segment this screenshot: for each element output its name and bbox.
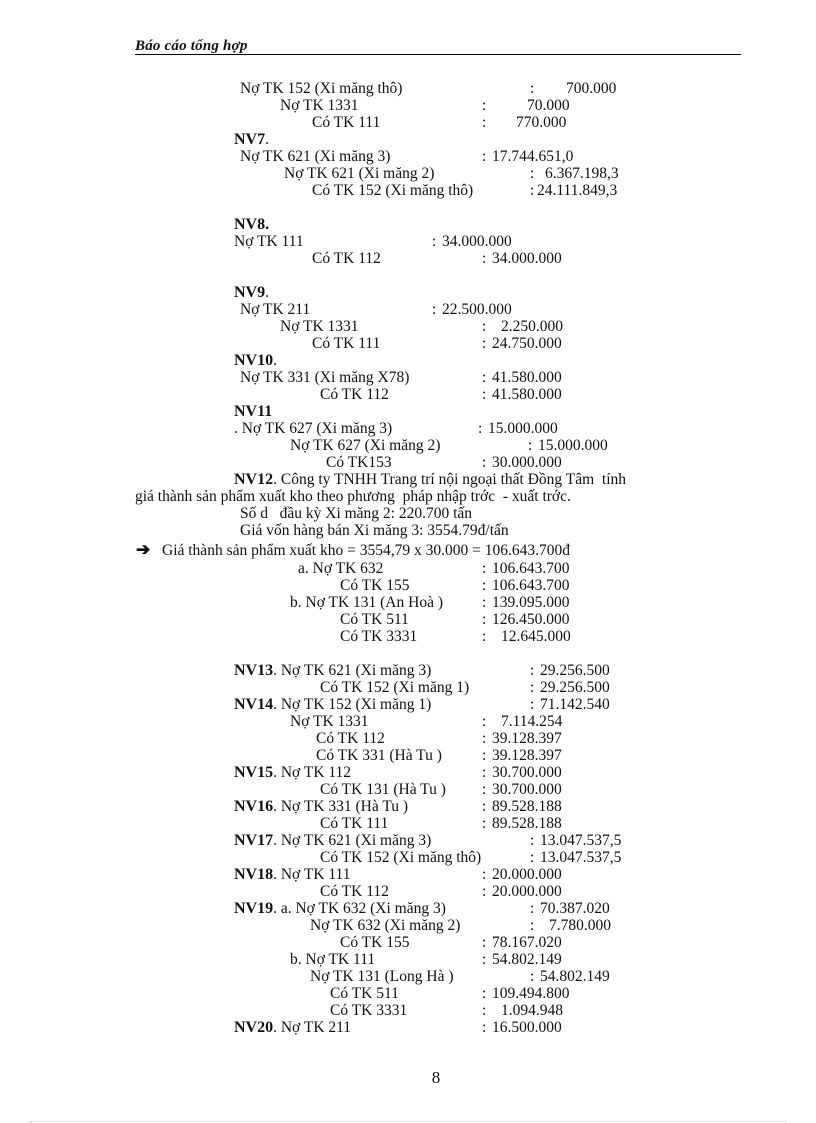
entry-amount: 29.256.500 [540, 679, 610, 696]
entry-line [234, 832, 431, 849]
entry-code: NV11 [234, 403, 273, 420]
entry-line [240, 522, 509, 539]
entry-code: NV20 [234, 1019, 274, 1036]
entry-line [234, 233, 304, 250]
entry-colon: : [482, 148, 487, 165]
entry-code: NV14 [234, 696, 274, 713]
entry-colon: : [530, 80, 535, 97]
entry-account: . Công ty TNHH Trang trí nội ngoại thất Đồng Tâm tính [273, 471, 627, 488]
entry-colon: : [482, 934, 487, 951]
entry-account: Có TK 511 [330, 985, 399, 1002]
entry-account: Nợ TK 111 [234, 233, 304, 250]
entry-amount: 17.744.651,0 [492, 148, 574, 165]
entry-amount: 70.387.020 [540, 900, 610, 917]
entry-line [326, 454, 392, 471]
entry-line [240, 80, 402, 97]
entry-amount: 770.000 [516, 114, 567, 131]
entry-colon: : [482, 730, 487, 747]
entry-account: Có TK 112 [312, 250, 381, 267]
entry-amount: 39.128.397 [492, 747, 562, 764]
entry-amount: 39.128.397 [492, 730, 562, 747]
entry-colon: : [482, 560, 487, 577]
entry-colon: : [482, 985, 487, 1002]
entry-amount: 54.802.149 [492, 951, 562, 968]
entry-colon: : [530, 182, 535, 199]
entry-account: . Nợ TK 331 (Hà Tu ) [273, 798, 409, 815]
entry-line [234, 900, 446, 917]
entry-colon: : [482, 318, 487, 335]
entry-line [330, 985, 399, 1002]
entry-account: a. Nợ TK 632 [298, 560, 384, 577]
entry-colon: : [482, 628, 487, 645]
entry-line [284, 165, 434, 182]
entry-colon: : [482, 1019, 487, 1036]
entry-amount: 41.580.000 [492, 369, 562, 386]
entry-colon: : [530, 849, 535, 866]
entry-code: NV7 [234, 131, 266, 148]
entry-amount: 78.167.020 [492, 934, 562, 951]
entry-amount: 54.802.149 [540, 968, 610, 985]
entry-account: Có TK 152 (Xi măng thô) [312, 182, 474, 199]
entry-line [312, 250, 381, 267]
entry-amount: 139.095.000 [492, 594, 570, 611]
entry-amount: 13.047.537,5 [540, 849, 622, 866]
entry-line [234, 420, 392, 437]
entry-account: Giá vốn hàng bán Xi măng 3: 3554.79đ/tấn [240, 522, 509, 539]
entry-account: Nợ TK 1331 [290, 713, 369, 730]
entry-account: . Nợ TK 152 (Xi măng 1) [273, 696, 432, 713]
arrow-right-icon: ➔ [136, 540, 151, 559]
entry-amount: 30.700.000 [492, 764, 562, 781]
entry-colon: : [530, 679, 535, 696]
entry-account: Có TK 155 [340, 577, 410, 594]
entry-account: Có TK 3331 [330, 1002, 408, 1019]
entry-account: . Nợ TK 111 [273, 866, 351, 883]
entry-account: . Nợ TK 621 (Xi măng 3) [273, 832, 432, 849]
entry-amount: 1.094.948 [501, 1002, 563, 1019]
entry-amount: 7.780.000 [549, 917, 611, 934]
entry-amount: 2.250.000 [501, 318, 563, 335]
entry-colon: : [482, 951, 487, 968]
entry-line [340, 934, 409, 951]
entry-account: Nợ TK 211 [240, 301, 311, 318]
entry-amount: 20.000.000 [492, 883, 562, 900]
entry-colon: : [530, 832, 535, 849]
entry-account: Có TK153 [326, 454, 392, 471]
entry-line [234, 798, 408, 815]
entry-amount: 7.114.254 [501, 713, 563, 730]
entry-line [320, 883, 389, 900]
entry-colon: : [482, 386, 487, 403]
entry-amount: 12.645.000 [501, 628, 571, 645]
entry-code: NV9 [234, 284, 266, 301]
entry-line [234, 216, 269, 233]
entry-amount: 30.000.000 [492, 454, 562, 471]
entry-line [340, 611, 409, 628]
entry-account: . Nợ TK 112 [273, 764, 352, 781]
entry-colon: : [530, 917, 535, 934]
entry-line [234, 662, 431, 679]
entry-account: Số d đầu kỳ Xi măng 2: 220.700 tấn [240, 505, 473, 522]
entry-account: Nợ TK 632 (Xi măng 2) [310, 917, 461, 934]
entry-colon: : [530, 662, 535, 679]
entry-line [234, 403, 272, 420]
entry-line [234, 764, 351, 781]
entry-account: b. Nợ TK 131 (An Hoà ) [290, 594, 443, 611]
entry-line [240, 148, 390, 165]
entry-colon: : [482, 454, 487, 471]
entry-colon: : [482, 250, 487, 267]
entry-line [240, 301, 310, 318]
entry-amount: 16.500.000 [492, 1019, 562, 1036]
entry-line [316, 747, 442, 764]
entry-amount: 24.111.849,3 [537, 182, 618, 199]
entry-colon: : [432, 301, 437, 318]
entry-line [312, 114, 380, 131]
entry-line [320, 679, 469, 696]
entry-line [234, 1019, 351, 1036]
entry-amount: 15.000.000 [488, 420, 558, 437]
entry-amount: 34.000.000 [492, 250, 562, 267]
entry-colon: : [482, 781, 487, 798]
page-bottom-dotted-rule [30, 1121, 786, 1122]
entry-account: Giá thành sản phẩm xuất kho = 3554,79 x 30.000 = 106.643.700đ [162, 542, 570, 559]
entry-account: Nợ TK 131 (Long Hà ) [310, 968, 454, 985]
entry-account: Có TK 112 [320, 386, 389, 403]
entry-account: . Nợ TK 621 (Xi măng 3) [273, 662, 432, 679]
entry-colon: : [530, 165, 535, 182]
entry-amount: 126.450.000 [492, 611, 570, 628]
entry-line [234, 352, 277, 369]
entry-account: Có TK 331 (Hà Tu ) [316, 747, 442, 764]
entry-colon: : [530, 968, 535, 985]
entry-amount: 106.643.700 [492, 560, 570, 577]
entry-line [320, 386, 389, 403]
entry-colon: : [478, 420, 483, 437]
entry-account: Nợ TK 152 (Xi măng thô) [240, 80, 403, 97]
entry-colon: : [482, 764, 487, 781]
entry-colon: : [482, 611, 487, 628]
entry-account: . a. Nợ TK 632 (Xi măng 3) [273, 900, 446, 917]
entry-code: NV8. [234, 216, 270, 233]
entry-line [330, 1002, 407, 1019]
entry-account: Có TK 111 [312, 114, 381, 131]
entry-code: NV16 [234, 798, 274, 815]
entry-colon: : [482, 97, 487, 114]
entry-colon: : [482, 114, 487, 131]
entry-colon: : [482, 594, 487, 611]
entry-account: . [265, 284, 269, 301]
entry-account: Nợ TK 1331 [280, 318, 359, 335]
entry-colon: : [482, 369, 487, 386]
entry-account: Có TK 111 [312, 335, 381, 352]
entry-account: Nợ TK 1331 [280, 97, 359, 114]
entry-amount: 13.047.537,5 [540, 832, 622, 849]
entry-colon: : [482, 713, 487, 730]
document-header-title: Báo cáo tổng hợp [135, 38, 248, 54]
entry-account: . [273, 352, 277, 369]
entry-colon: : [432, 233, 437, 250]
entry-line [320, 849, 481, 866]
entry-line [290, 437, 440, 454]
entry-amount: 700.000 [566, 80, 617, 97]
entry-code: NV13 [234, 662, 274, 679]
entry-account: Có TK 3331 [340, 628, 418, 645]
entry-code: NV10 [234, 352, 274, 369]
entry-account: Có TK 152 (Xi măng 1) [320, 679, 470, 696]
entry-line [312, 182, 473, 199]
entry-colon: : [528, 437, 533, 454]
entry-amount: 30.700.000 [492, 781, 562, 798]
entry-account: Có TK 111 [320, 815, 389, 832]
entry-colon: : [482, 1002, 487, 1019]
entry-code: NV18 [234, 866, 274, 883]
entry-account: Nợ TK 621 (Xi măng 2) [284, 165, 435, 182]
entry-colon: : [482, 577, 487, 594]
entry-amount: 6.367.198,3 [545, 165, 619, 182]
entry-colon: : [530, 696, 535, 713]
entry-line [310, 917, 460, 934]
entry-line [290, 713, 369, 730]
entry-code: NV12 [234, 471, 274, 488]
entry-account: Có TK 112 [316, 730, 385, 747]
entry-account: giá thành sản phẩm xuất kho theo phương pháp nhập trớc - xuất trớc. [135, 488, 571, 505]
entry-amount: 70.000 [527, 97, 570, 114]
entry-colon: : [482, 815, 487, 832]
entry-amount: 34.000.000 [442, 233, 512, 250]
entry-code: NV17 [234, 832, 274, 849]
entry-amount: 24.750.000 [492, 335, 562, 352]
entry-account: Có TK 511 [340, 611, 409, 628]
entry-colon: : [482, 798, 487, 815]
entry-line [280, 318, 359, 335]
entry-amount: 106.643.700 [492, 577, 570, 594]
entry-amount: 22.500.000 [442, 301, 512, 318]
entry-account: . Nợ TK 211 [273, 1019, 352, 1036]
entry-line [234, 696, 431, 713]
entry-line [234, 471, 626, 488]
entry-line [234, 866, 350, 883]
entry-account: Nợ TK 627 (Xi măng 2) [290, 437, 441, 454]
entry-line [280, 97, 359, 114]
entry-amount: 15.000.000 [538, 437, 608, 454]
entry-line [240, 369, 409, 386]
entry-amount: 71.142.540 [540, 696, 610, 713]
entry-line [316, 730, 385, 747]
entry-amount: 89.528.188 [492, 798, 562, 815]
entry-line [310, 968, 454, 985]
entry-amount: 41.580.000 [492, 386, 562, 403]
entry-account: Nợ TK 331 (Xi măng X78) [240, 369, 410, 386]
entry-line [240, 505, 472, 522]
entry-line [162, 542, 570, 559]
entry-colon: : [530, 900, 535, 917]
entry-account: Có TK 152 (Xi măng thô) [320, 849, 482, 866]
entry-line [340, 577, 409, 594]
entry-account: b. Nợ TK 111 [290, 951, 376, 968]
header-rule [135, 54, 741, 55]
entry-account: Có TK 131 (Hà Tu ) [320, 781, 446, 798]
entry-account: Nợ TK 621 (Xi măng 3) [240, 148, 391, 165]
entry-line [234, 131, 269, 148]
entry-colon: : [482, 883, 487, 900]
entry-amount: 89.528.188 [492, 815, 562, 832]
entry-line [290, 594, 443, 611]
entry-line [290, 951, 375, 968]
entry-colon: : [482, 747, 487, 764]
entry-line [298, 560, 383, 577]
entry-line [135, 488, 571, 505]
entry-amount: 29.256.500 [540, 662, 610, 679]
entry-code: NV19 [234, 900, 274, 917]
entry-colon: : [482, 335, 487, 352]
entry-code: NV15 [234, 764, 274, 781]
entry-amount: 20.000.000 [492, 866, 562, 883]
page-number: 8 [431, 1068, 441, 1087]
entry-line [320, 781, 446, 798]
entry-account: . [265, 131, 269, 148]
entry-line [320, 815, 388, 832]
entry-account: . Nợ TK 627 (Xi măng 3) [234, 420, 393, 437]
entry-account: Có TK 112 [320, 883, 389, 900]
entry-colon: : [482, 866, 487, 883]
entry-account: Có TK 155 [340, 934, 410, 951]
entry-line [312, 335, 380, 352]
entry-line [340, 628, 417, 645]
entry-amount: 109.494.800 [492, 985, 570, 1002]
entry-line [234, 284, 269, 301]
